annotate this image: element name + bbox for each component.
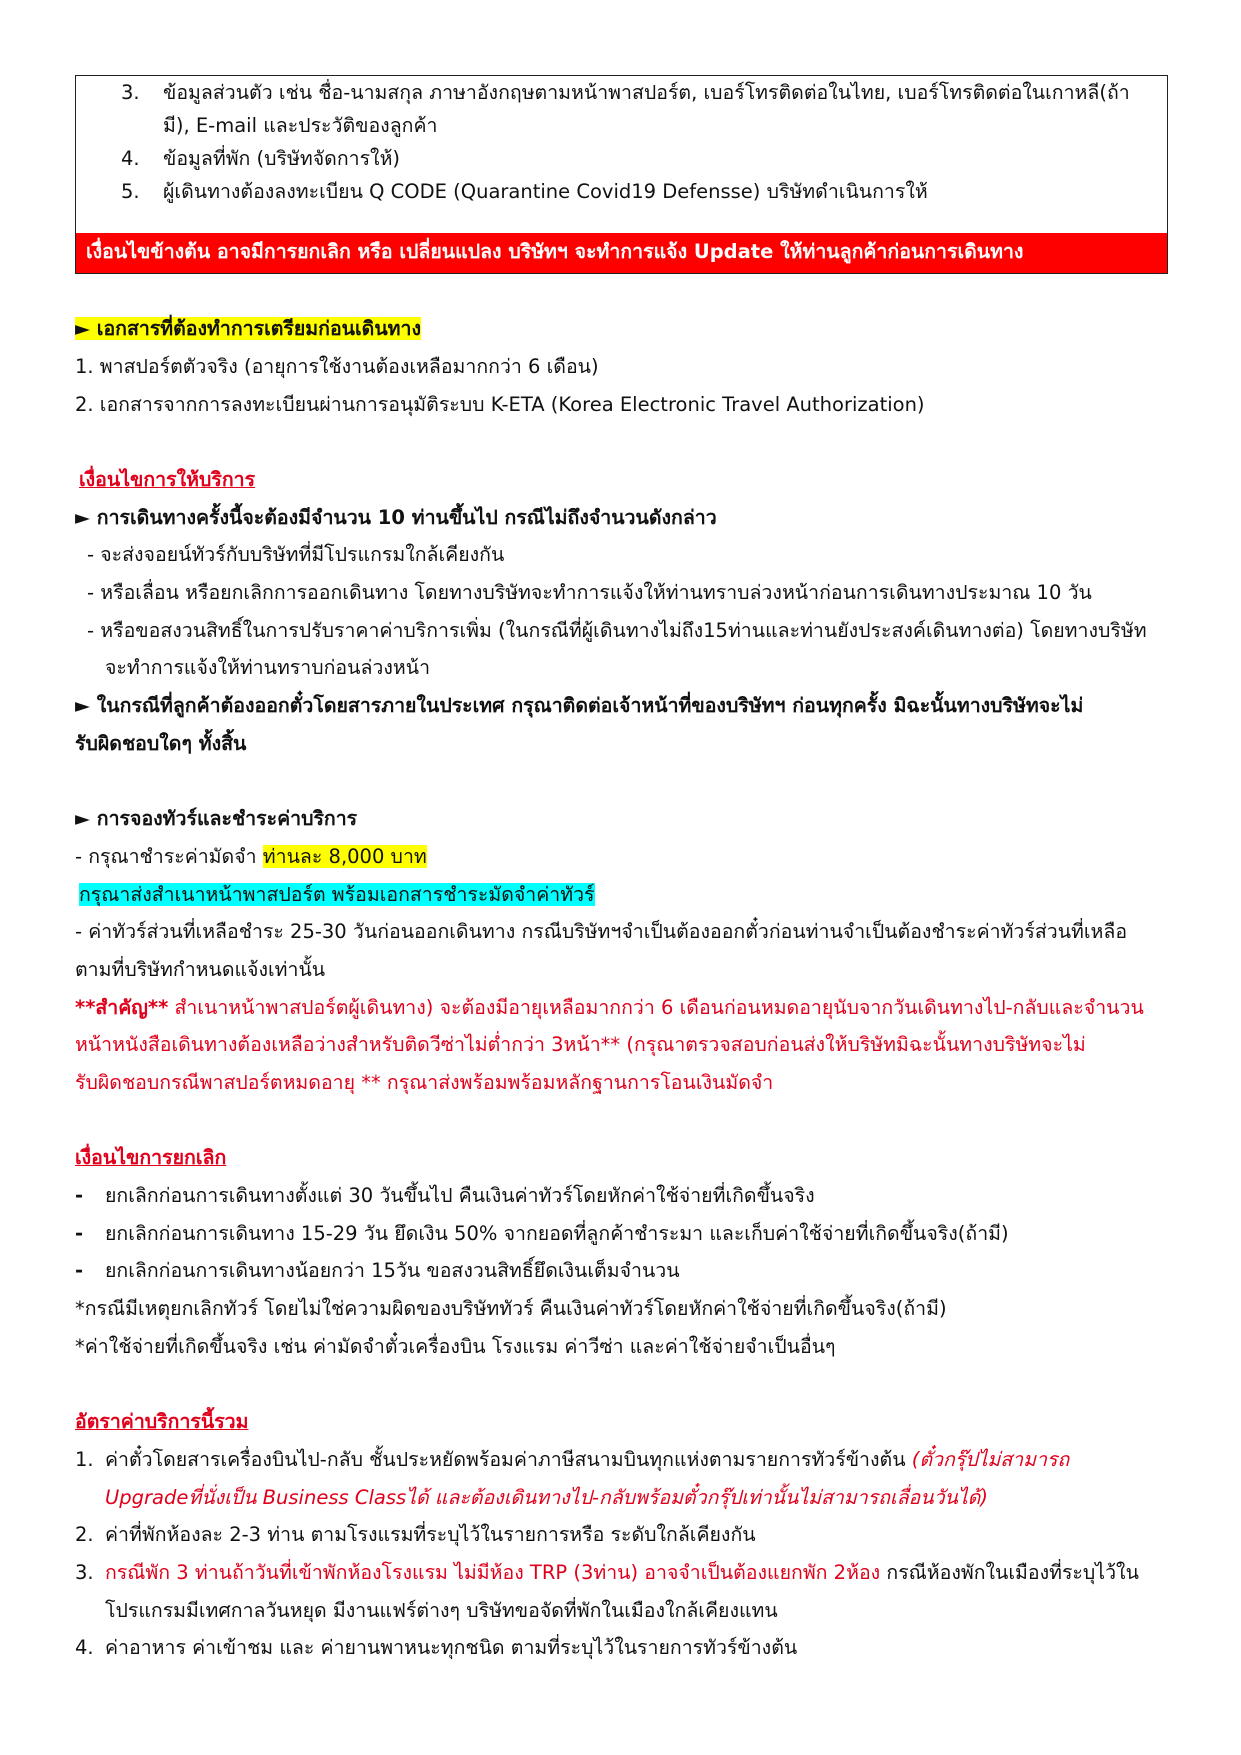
min-group-note: ► การเดินทางครั้งนี้จะต้องมีจำนวน 10 ท่านขึ้นไป กรณีไม่ถึงจำนวนดังกล่าว bbox=[75, 506, 717, 529]
document-item: 2. เอกสารจากการลงทะเบียนผ่านการอนุมัติระบบ K-ETA (Korea Electronic Travel Authorization) bbox=[75, 393, 925, 416]
domestic-ticket-note: ► ในกรณีที่ลูกค้าต้องออกตั๋วโดยสารภายในประเทศ กรุณาติดต่อเจ้าหน้าที่ของบริษัทฯ ก่อนทุกครั้ง มิฉะนั้นทางบริษัทจะไม่ bbox=[75, 694, 1084, 717]
item-text: ผู้เดินทางต้องลงทะเบียน Q CODE (Quarantine Covid19 Defensse) บริษัทดำเนินการให้ bbox=[163, 180, 928, 203]
cancel-item: - ยกเลิกก่อนการเดินทาง 15-29 วัน ยึดเงิน 50% จากยอดที่ลูกค้าชำระมา และเก็บค่าใช้จ่ายที่เกิดขึ้นจริง(ถ้ามี) bbox=[75, 1222, 1009, 1245]
includes-item: 4. ค่าอาหาร ค่าเข้าชม และ ค่ายานพาหนะทุกชนิด ตามที่ระบุไว้ในรายการทัวร์ข้างต้น bbox=[75, 1636, 798, 1659]
balance-line-cont: ตามที่บริษัทกำหนดแจ้งเท่านั้น bbox=[75, 958, 326, 981]
list-item bbox=[121, 76, 1151, 142]
send-passport-note: กรุณาส่งสำเนาหน้าพาสปอร์ต พร้อมเอกสารชำระมัดจำค่าทัวร์ bbox=[79, 883, 595, 906]
item-number: 5. bbox=[121, 180, 140, 203]
service-bullet: - หรือเลื่อน หรือยกเลิกการออกเดินทาง โดยทางบริษัทจะทำการแจ้งให้ท่านทราบล่วงหน้าก่อนการเดินทางประมาณ 10 วัน bbox=[87, 581, 1092, 604]
cancel-heading: เงื่อนไขการยกเลิก bbox=[75, 1146, 227, 1169]
important-note: **สำคัญ** สำเนาหน้าพาสปอร์ตผู้เดินทาง) จะต้องมีอายุเหลือมากกว่า 6 เดือนก่อนหมดอายุนับจากวันเดินทางไป-กลับและจำนวน bbox=[75, 996, 1144, 1019]
includes-heading: อัตราค่าบริการนี้รวม bbox=[75, 1410, 249, 1433]
deposit-amount: ท่านละ 8,000 บาท bbox=[262, 845, 427, 868]
item-number: 3. bbox=[121, 81, 140, 104]
service-bullet: - จะส่งจอยน์ทัวร์กับบริษัทที่มีโปรแกรมใกล้เคียงกัน bbox=[87, 543, 505, 566]
balance-line: - ค่าทัวร์ส่วนที่เหลือชำระ 25-30 วันก่อนออกเดินทาง กรณีบริษัทฯจำเป็นต้องออกตั๋วก่อนท่านจำเป็นต้องชำระค่าทัวร์ส่วนที่เหลือ bbox=[75, 920, 1128, 943]
cancel-note: *ค่าใช้จ่ายที่เกิดขึ้นจริง เช่น ค่ามัดจำตั๋วเครื่องบิน โรงแรม ค่าวีซ่า และค่าใช้จ่ายจำเป็นอื่นๆ bbox=[75, 1335, 836, 1358]
document-item: 1. พาสปอร์ตตัวจริง (อายุการใช้งานต้องเหลือมากกว่า 6 เดือน) bbox=[75, 355, 599, 378]
item-number: 4. bbox=[121, 147, 140, 170]
requirements-box bbox=[75, 75, 1168, 274]
list-item bbox=[121, 175, 1151, 208]
item-text: ข้อมูลที่พัก (บริษัทจัดการให้) bbox=[163, 147, 401, 170]
important-note-cont: รับผิดชอบกรณีพาสปอร์ตหมดอายุ ** กรุณาส่งพร้อมพร้อมหลักฐานการโอนเงินมัดจำ bbox=[75, 1071, 774, 1094]
includes-item-cont: Upgradeที่นั่งเป็น Business Classได้ และต้องเดินทางไป-กลับพร้อมตั๋วกรุ๊ปเท่านั้นไม่สามารถเลื่อนวันได้) bbox=[105, 1486, 988, 1509]
includes-item-cont: โปรแกรมมีเทศกาลวันหยุด มีงานแฟร์ต่างๆ บริษัทขอจัดที่พักในเมืองใกล้เคียงแทน bbox=[105, 1599, 778, 1622]
includes-item: 1. ค่าตั๋วโดยสารเครื่องบินไป-กลับ ชั้นประหยัดพร้อมค่าภาษีสนามบินทุกแห่งตามรายการทัวร์ข้างต้น (ตั๋วกรุ๊ปไม่สามารถ bbox=[75, 1448, 1070, 1471]
important-note-cont: หน้าหนังสือเดินทางต้องเหลือว่างสำหรับติดวีซ่าไม่ต่ำกว่า 3หน้า** (กรุณาตรวจสอบก่อนส่งให้บริษัทมิฉะนั้นทางบริษัทจะไม่ bbox=[75, 1033, 1086, 1056]
list-item bbox=[121, 142, 1151, 175]
cancel-note: *กรณีมีเหตุยกเลิกทัวร์ โดยไม่ใช่ความผิดของบริษัททัวร์ คืนเงินค่าทัวร์โดยหักค่าใช้จ่ายที่เกิดขึ้นจริง(ถ้ามี) bbox=[75, 1297, 947, 1320]
service-bullet: - หรือขอสงวนสิทธิ์ในการปรับราคาค่าบริการเพิ่ม (ในกรณีที่ผู้เดินทางไม่ถึง15ท่านและท่านยังประสงค์เดินทางต่อ) โดยทางบริษัท bbox=[87, 619, 1147, 642]
deposit-line: - กรุณาชำระค่ามัดจำ ท่านละ 8,000 บาท bbox=[75, 845, 427, 868]
includes-item: 2. ค่าที่พักห้องละ 2-3 ท่าน ตามโรงแรมที่ระบุไว้ในรายการหรือ ระดับใกล้เคียงกัน bbox=[75, 1523, 756, 1546]
service-bullet-cont: จะทำการแจ้งให้ท่านทราบก่อนล่วงหน้า bbox=[105, 656, 431, 679]
includes-item: 3. กรณีพัก 3 ท่านถ้าวันที่เข้าพักห้องโรงแรม ไม่มีห้อง TRP (3ท่าน) อาจจำเป็นต้องแยกพัก 2ห้อง กรณีห้องพักในเมืองที่ระบุไว้ใน bbox=[75, 1561, 1139, 1584]
notice-bar: เงื่อนไขข้างต้น อาจมีการยกเลิก หรือ เปลี่ยนแปลง บริษัทฯ จะทำการแจ้ง Update ให้ท่านลูกค้าก่อนการเดินทาง bbox=[76, 233, 1167, 273]
domestic-ticket-note-cont: รับผิดชอบใดๆ ทั้งสิ้น bbox=[75, 732, 247, 755]
booking-heading: ► การจองทัวร์และชำระค่าบริการ bbox=[75, 807, 358, 830]
documents-heading: ► เอกสารที่ต้องทำการเตรียมก่อนเดินทาง bbox=[75, 317, 421, 340]
item-text: ข้อมูลส่วนตัว เช่น ชื่อ-นามสกุล ภาษาอังกฤษตามหน้าพาสปอร์ต, เบอร์โทรติดต่อในไทย, เบอร์โทรติดต่อในเกาหลี(ถ้ามี), E-mail และประวัติของลูกค้า bbox=[163, 81, 1130, 137]
service-heading: เงื่อนไขการให้บริการ bbox=[79, 468, 256, 491]
cancel-item: - ยกเลิกก่อนการเดินทางตั้งแต่ 30 วันขึ้นไป คืนเงินค่าทัวร์โดยหักค่าใช้จ่ายที่เกิดขึ้นจริง bbox=[75, 1184, 815, 1207]
cancel-item: - ยกเลิกก่อนการเดินทางน้อยกว่า 15วัน ขอสงวนสิทธิ์ยึดเงินเต็มจำนวน bbox=[75, 1259, 680, 1282]
